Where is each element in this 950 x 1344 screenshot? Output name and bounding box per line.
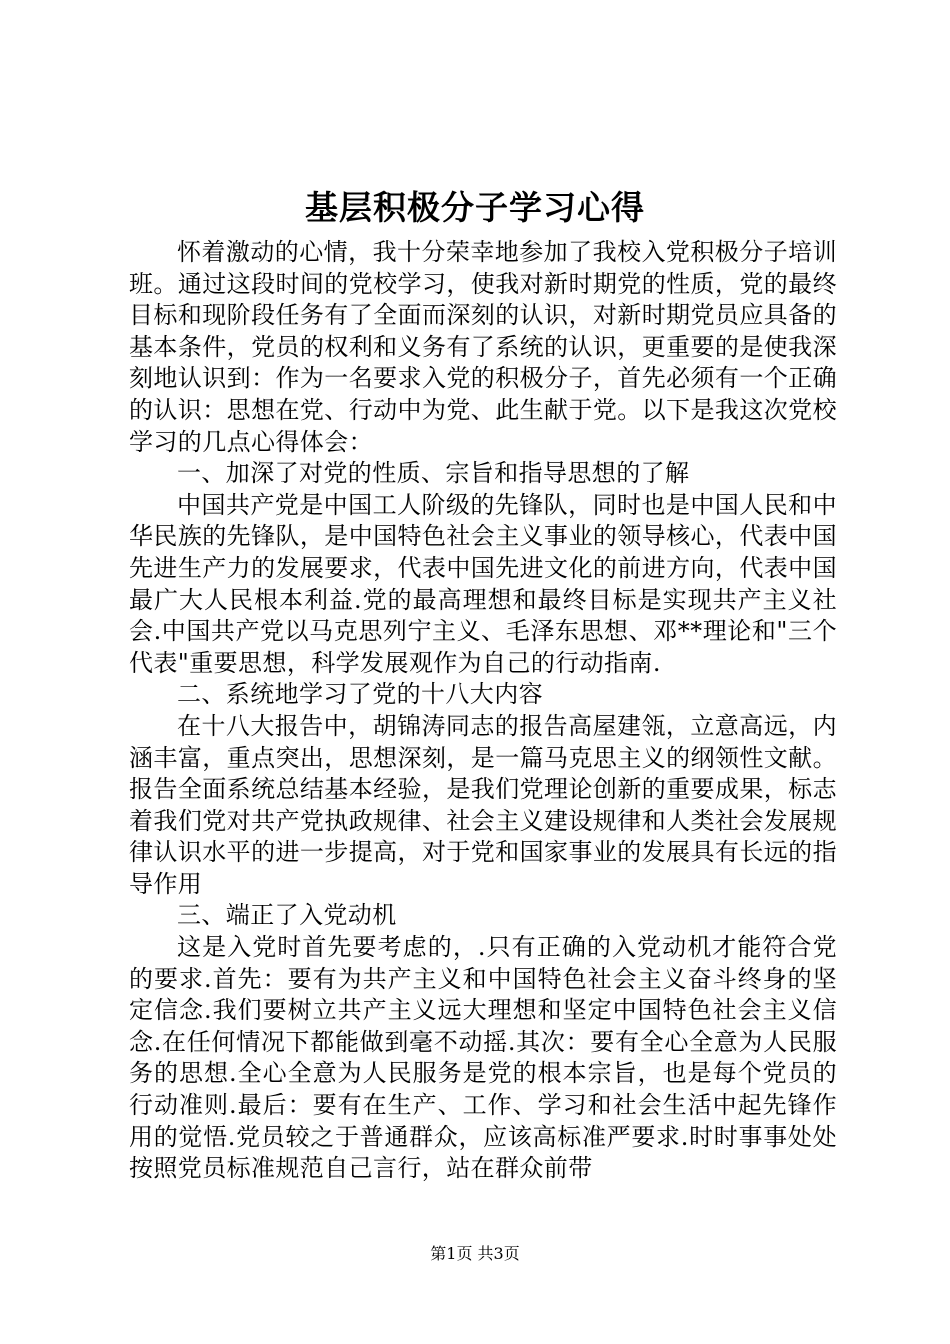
document-body (129, 237, 837, 1185)
section-paragraph-1: 中国共产党是中国工人阶级的先锋队，同时也是中国人民和中华民族的先锋队，是中国特色社会主义事业的领导核心，代表中国先进生产力的发展要求，代表中国先进文化的前进方向，代表中国最广大人民根本利益.党的最高理想和最终目标是实现共产主义社会.中国共产党以马克思列宁主义、毛泽东思想、邓**理论和"三个代表"重要思想，科学发展观作为自己的行动指南. (129, 490, 837, 677)
section-paragraph-2: 在十八大报告中，胡锦涛同志的报告高屋建瓴，立意高远，内涵丰富，重点突出，思想深刻，是一篇马克思主义的纲领性文献。报告全面系统总结基本经验，是我们党理论创新的重要成果，标志着我们党对共产党执政规律、社会主义建设规律和人类社会发展规律认识水平的进一步提高，对于党和国家事业的发展具有长远的指导作用 (129, 711, 837, 898)
section-paragraph-3: 这是入党时首先要考虑的，.只有正确的入党动机才能符合党的要求.首先：要有为共产主义和中国特色社会主义奋斗终身的坚定信念.我们要树立共产主义远大理想和坚定中国特色社会主义信念.在任何情况下都能做到毫不动摇.其次：要有全心全意为人民服务的思想.全心全意为人民服务是党的根本宗旨，也是每个党员的行动准则.最后：要有在生产、工作、学习和社会生活中起先锋作用的觉悟.党员较之于普通群众，应该高标准严要求.时时事事处处按照党员标准规范自己言行，站在群众前带 (129, 933, 837, 1183)
intro-paragraph: 怀着激动的心情，我十分荣幸地参加了我校入党积极分子培训班。通过这段时间的党校学习，使我对新时期党的性质，党的最终目标和现阶段任务有了全面而深刻的认识，对新时期党员应具备的基本条件，党员的权利和义务有了系统的认识，更重要的是使我深刻地认识到：作为一名要求入党的积极分子，首先必须有一个正确的认识：思想在党、行动中为党、此生献于党。以下是我这次党校学习的几点心得体会： (129, 238, 837, 456)
document-title: 基层积极分子学习心得 (305, 188, 645, 227)
section-heading-3: 三、端正了入党动机 (177, 901, 397, 930)
section-heading-1: 一、加深了对党的性质、宗旨和指导思想的了解 (177, 459, 690, 488)
page-footer: 第1页 共3页 (430, 1244, 520, 1263)
section-heading-2: 二、系统地学习了党的十八大内容 (177, 680, 543, 709)
